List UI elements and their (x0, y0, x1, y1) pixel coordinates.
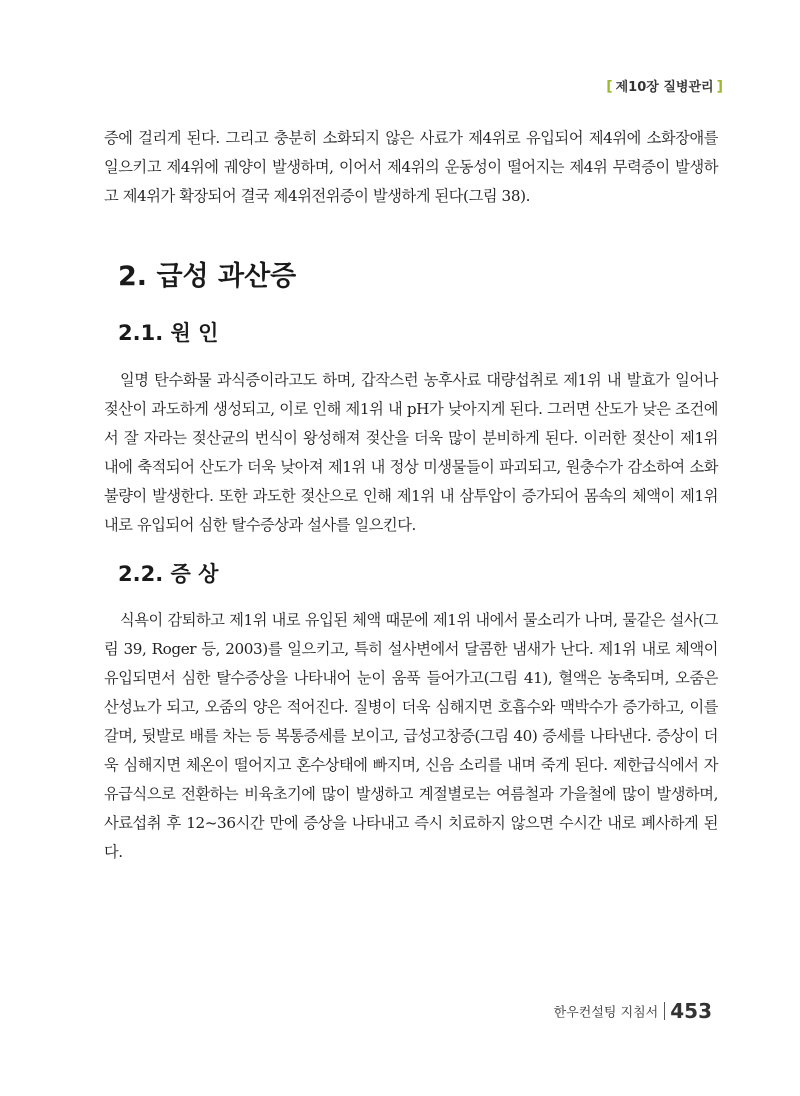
chapter-bracket-left: [ (606, 79, 613, 95)
page-footer (554, 999, 712, 1023)
symptoms-paragraph: 식욕이 감퇴하고 제1위 내로 유입된 체액 때문에 제1위 내에서 물소리가 나며, 물같은 설사(그림 39, Roger 등, 2003)를 일으키고, 특히 설사변에서 달콤한 냄새가 난다. 제1위 내로 체액이 유입되면서 심한 탈수증상을 나타내어 눈이 움푹 들어가고(그림 41), 혈액은 농축되며, 오줌은 산성뇨가 되고, 오줌의 양은 적어진다. 질병이 더욱 심해지면 호흡수와 맥박수가 증가하고, 이를 갈며, 뒷발로 배를 차는 등 복통증세를 보이고, 급성고창증(그림 40) 증세를 나타낸다. 증상이 더욱 심해지면 체온이 떨어지고 혼수상태에 빠지며, 신음 소리를 내며 죽게 된다. 제한급식에서 자유급식으로 전환하는 비육초기에 많이 발생하고 계절별로는 여름철과 가을철에 많이 발생하며, 사료섭취 후 12~36시간 만에 증상을 나타내고 즉시 치료하지 않으면 수시간 내로 폐사하게 된다. (104, 611, 718, 861)
section-title: 2. 급성 과산증 (118, 261, 297, 292)
chapter-title: 제10장 질병관리 (615, 80, 714, 95)
subsection-title-cause: 2.1. 원 인 (118, 321, 219, 345)
page-number: 453 (670, 999, 712, 1023)
chapter-header (603, 76, 726, 95)
book-title: 한우컨설팅 지침서 (553, 1005, 659, 1021)
intro-paragraph: 증에 걸리게 된다. 그리고 충분히 소화되지 않은 사료가 제4위로 유입되어 제4위에 소화장애를 일으키고 제4위에 궤양이 발생하며, 이어서 제4위의 운동성이 떨어지는 제4위 무력증이 발생하고 제4위가 확장되어 결국 제4위전위증이 발생하게 된다(그림 38). (104, 129, 718, 205)
subsection-title-symptoms: 2.2. 증 상 (118, 562, 219, 586)
cause-paragraph: 일명 탄수화물 과식증이라고도 하며, 갑작스런 농후사료 대량섭취로 제1위 내 발효가 일어나 젖산이 과도하게 생성되고, 이로 인해 제1위 내 pH가 낮아지게 된다. 그러면 산도가 낮은 조건에서 잘 자라는 젖산균의 번식이 왕성해져 젖산을 더욱 많이 분비하게 된다. 이러한 젖산이 제1위 내에 축적되어 산도가 더욱 낮아져 제1위 내 정상 미생물들이 파괴되고, 원충수가 감소하여 소화불량이 발생한다. 또한 과도한 젖산으로 인해 제1위 내 삼투압이 증가되어 몸속의 체액이 제1위 내로 유입되어 심한 탈수증상과 설사를 일으킨다. (104, 371, 718, 534)
footer-divider (664, 1002, 665, 1020)
chapter-bracket-right: ] (716, 79, 723, 95)
